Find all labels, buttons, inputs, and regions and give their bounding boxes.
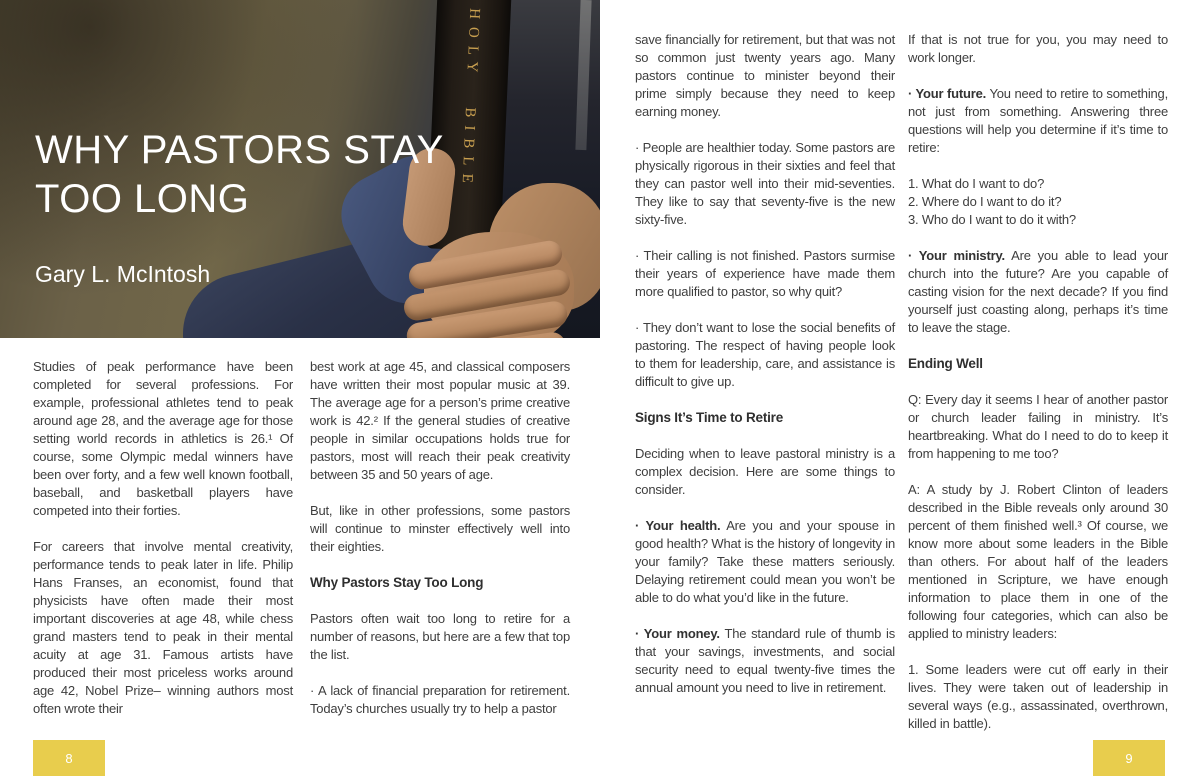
body-paragraph: · Your future. You need to retire to something, not just from something. Answering three questions will help you determine if it’s time to retire: bbox=[908, 86, 1168, 155]
body-paragraph: But, like in other professions, some pastors will continue to minster effectively well into their eighties. bbox=[310, 503, 570, 554]
article-author: Gary L. McIntosh bbox=[35, 261, 211, 287]
section-heading: Ending Well bbox=[908, 356, 983, 371]
holy-bible-spine-text: HOLY BIBLE bbox=[458, 7, 483, 191]
page-number-badge-left: 8 bbox=[33, 740, 105, 776]
hero-image bbox=[0, 0, 600, 338]
numbered-question: 1. What do I want to do? bbox=[908, 176, 1045, 191]
body-paragraph: · Your ministry. Are you able to lead your church into the future? Are you capable of casting vision for the next decade? If you find yourself just coasting along, perhaps it’s time to leave the stage. bbox=[908, 248, 1169, 335]
section-heading: Signs It’s Time to Retire bbox=[635, 410, 784, 425]
numbered-question-list bbox=[908, 175, 1168, 229]
section-heading: Why Pastors Stay Too Long bbox=[310, 575, 484, 590]
body-paragraph: 1. Some leaders were cut off early in their lives. They were taken out of leadership in several ways (e.g., assassinated, overthrown, killed in battle). bbox=[908, 662, 1168, 731]
body-paragraph: Q: Every day it seems I hear of another pastor or church leader failing in ministry. It’s heartbreaking. What do I need to do to keep it from happening to me too? bbox=[908, 392, 1168, 461]
numbered-question: 2. Where do I want to do it? bbox=[908, 194, 1062, 209]
body-paragraph: save financially for retirement, but that was not so common just twenty years ago. Many pastors continue to minister beyond their prime simply because they need to keep earning money. bbox=[635, 32, 895, 119]
body-paragraph: Deciding when to leave pastoral ministry is a complex decision. Here are some things to consider. bbox=[635, 446, 895, 497]
title-block bbox=[35, 126, 444, 288]
article-column-3 bbox=[635, 31, 895, 715]
article-title bbox=[35, 126, 444, 224]
body-paragraph: best work at age 45, and classical composers have written their most popular music at 39. The average age for a person’s prime creative work is 42.² If the general studies of creative people in similar occupations holds true for pastors, most will reach their peak creativity between 35 and 50 years of age. bbox=[310, 359, 570, 482]
body-paragraph: · They don’t want to lose the social benefits of pastoring. The respect of having people look to them for leadership, care, and assistance is difficult to give up. bbox=[635, 320, 895, 389]
body-paragraph: If that is not true for you, you may need to work longer. bbox=[908, 32, 1168, 65]
body-paragraph: For careers that involve mental creativity, performance tends to peak later in life. Philip Hans Franses, an economist, found that physicists have often made their most important discoveries at age 48, while chess grand masters tend to peak in their mental acuity at age 31. Famous artists have produced their most priceless works around age 42, Nobel Prize– winning authors most often wrote their bbox=[33, 539, 293, 716]
article-column-4 bbox=[908, 31, 1168, 751]
body-paragraph: · A lack of financial preparation for retirement. Today’s churches usually try to help a pastor bbox=[310, 683, 570, 716]
page-number-badge-right: 9 bbox=[1093, 740, 1165, 776]
body-paragraph: · Their calling is not finished. Pastors surmise their years of experience have made them more qualified to pastor, so why quit? bbox=[635, 248, 895, 299]
body-paragraph: · Your health. Are you and your spouse in good health? What is the history of longevity in your family? Take these matters seriously. Delaying retirement could mean you won’t be able to do what you’d like in the future. bbox=[635, 518, 895, 605]
body-paragraph: · People are healthier today. Some pastors are physically rigorous in their sixties and feel that they can pastor well into their mid-seventies. They like to say that seventy-five is the new sixty-five. bbox=[635, 140, 895, 227]
article-title-line-2: TOO LONG bbox=[35, 177, 250, 221]
numbered-question: 3. Who do I want to do it with? bbox=[908, 212, 1076, 227]
article-column-1 bbox=[33, 358, 293, 736]
body-paragraph: Studies of peak performance have been completed for several professions. For example, professional athletes tend to peak around age 28, and the average age for those setting world records in athletics is 26.¹ Of course, some Olympic medal winners have been over forty, and a few well known football, baseball, and basketball players have competed into their forties. bbox=[33, 359, 293, 518]
article-title-line-1: WHY PASTORS STAY bbox=[35, 128, 444, 172]
body-paragraph: · Your money. The standard rule of thumb is that your savings, investments, and social security need to equal twenty-five times the annual amount you need to live in retirement. bbox=[635, 626, 896, 695]
article-column-2 bbox=[310, 358, 570, 736]
body-paragraph: Pastors often wait too long to retire for a number of reasons, but here are a few that top the list. bbox=[310, 611, 570, 662]
body-paragraph: A: A study by J. Robert Clinton of leaders described in the Bible reveals only around 30 percent of them finished well.³ Of course, we know more about some leaders in the Bible than others. For about half of the leaders mentioned in Scripture, we have enough information to place them in one of the following four categories, which can also be applied to ministry leaders: bbox=[908, 482, 1168, 641]
